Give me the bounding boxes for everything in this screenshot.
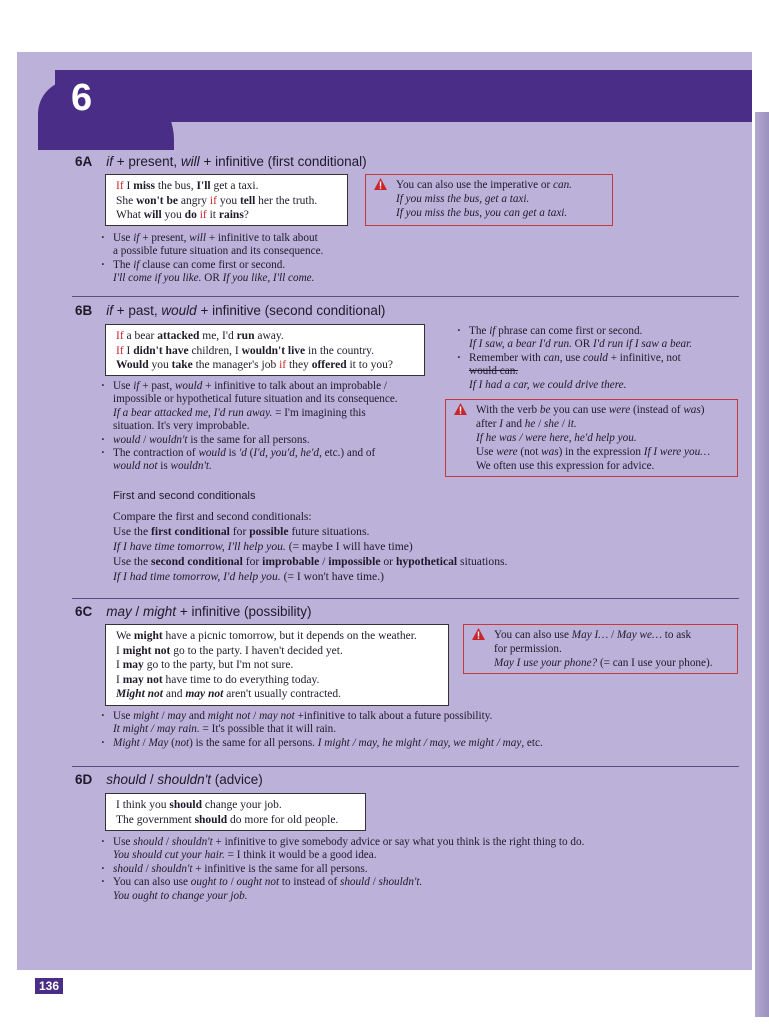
list-item: · The if phrase can come first or second. If I saw, a bear I'd run. OR I'd run if I saw a bear. [457, 325, 747, 352]
section-code: 6D [75, 772, 93, 787]
warning-icon [374, 178, 387, 190]
example-line: I may go to the party, but I'm not sure. [116, 659, 294, 672]
unit-number: 6 [71, 77, 93, 119]
example-box-6a [105, 174, 348, 226]
example-line: If a bear attacked me, I'd run away. [116, 330, 284, 342]
list-item: · Might / May (not) is the same for all persons. I might / may, he might / may, we might / may, etc. [101, 737, 741, 750]
example-line: If I didn't have children, I wouldn't live in the country. [116, 344, 375, 357]
example-line: Might not and may not aren't usually contracted. [116, 688, 342, 701]
right-notes-6b [457, 325, 747, 392]
book-page [17, 52, 752, 993]
list-item: · You can also use ought to / ought not to instead of should / shouldn't. You ought to change your job. [101, 876, 741, 903]
page-spine-shadow [755, 112, 769, 1017]
section-divider [72, 598, 739, 599]
subsection-title: First and second conditionals [113, 490, 256, 502]
note-box-6a: You can also use the imperative or can. If you miss the bus, get a taxi. If you miss the bus, you can get a taxi. [365, 174, 613, 226]
section-6a-heading: 6A if + present, will + infinitive (first conditional) [75, 154, 367, 169]
notes-6a [101, 232, 381, 286]
section-6c-heading: 6C may / might + infinitive (possibility) [75, 604, 312, 619]
example-line: I may not have time to do everything today. [116, 673, 320, 686]
section-code: 6A [75, 154, 93, 169]
list-item: · Remember with can, use could + infinitive, not would can. If I had a car, we could drive there. [457, 352, 747, 392]
example-line: I might not go to the party. I haven't decided yet. [116, 644, 343, 657]
notes-6b [101, 380, 441, 474]
example-line: We might have a picnic tomorrow, but it depends on the weather. [116, 630, 417, 642]
example-line: She won't be angry if you tell her the truth. [116, 194, 318, 207]
note-box-6b: With the verb be you can use were (instead of was) after I and he / she / it. If he was / were here, he'd help you. Use were (not was) in the expression If I were you… We often use this expression for advice. [445, 399, 738, 477]
list-item: · Use if + present, will + infinitive to talk about a possible future situation and its consequence. [101, 232, 381, 259]
example-box-6d [105, 793, 366, 831]
warning-icon [472, 628, 485, 640]
list-item: · Use should / shouldn't + infinitive to give somebody advice or say what you think is the right thing to do. You should cut your hair. = I think it would be a good idea. [101, 836, 741, 863]
section-divider [72, 766, 739, 767]
example-box-6c [105, 624, 449, 706]
warning-icon [454, 403, 467, 415]
list-item: · The if clause can come first or second. I'll come if you like. OR If you like, I'll come. [101, 259, 381, 286]
example-line: The government should do more for old people. [116, 813, 339, 826]
example-line: What will you do if it rains? [116, 209, 249, 222]
section-6b-heading: 6B if + past, would + infinitive (second conditional) [75, 303, 386, 318]
notes-6d [101, 836, 741, 903]
notes-6c [101, 710, 741, 750]
section-divider [72, 296, 739, 297]
example-line: I think you should change your job. [116, 799, 282, 811]
list-item: · should / shouldn't + infinitive is the same for all persons. [101, 863, 741, 876]
page-number: 136 [35, 978, 63, 994]
list-item: · Use might / may and might not / may not +infinitive to talk about a future possibility. It might / may rain. = It's possible that it will rain. [101, 710, 741, 737]
list-item: · The contraction of would is 'd (I'd, you'd, he'd, etc.) and of would not is wouldn't. [101, 447, 441, 474]
list-item: · would / wouldn't is the same for all persons. [101, 434, 441, 447]
section-code: 6C [75, 604, 93, 619]
first-second-conditionals: First and second conditionals Compare the first and second conditionals: Use the first conditional for possible future situations. If I have time tomorrow, I'll help you. (= maybe I will have time) Use the second conditional for improbable / impossible or hypothetical situations. If I had time tomorrow, I'd help you. (= I won't have time.) [113, 490, 508, 583]
section-6d-heading: 6D should / shouldn't (advice) [75, 772, 263, 787]
example-line: Would you take the manager's job if they offered it to you? [116, 359, 393, 372]
note-box-6c: You can also use May I… / May we… to ask for permission. May I use your phone? (= can I use your phone). [463, 624, 738, 674]
example-box-6b [105, 324, 425, 376]
list-item: · Use if + past, would + infinitive to talk about an improbable / impossible or hypothetical future situation and its consequence. If a bear attacked me, I'd run away. = I'm imagining this situation. It's very improbable. [101, 380, 441, 434]
section-code: 6B [75, 303, 93, 318]
example-line: If I miss the bus, I'll get a taxi. [116, 180, 259, 192]
